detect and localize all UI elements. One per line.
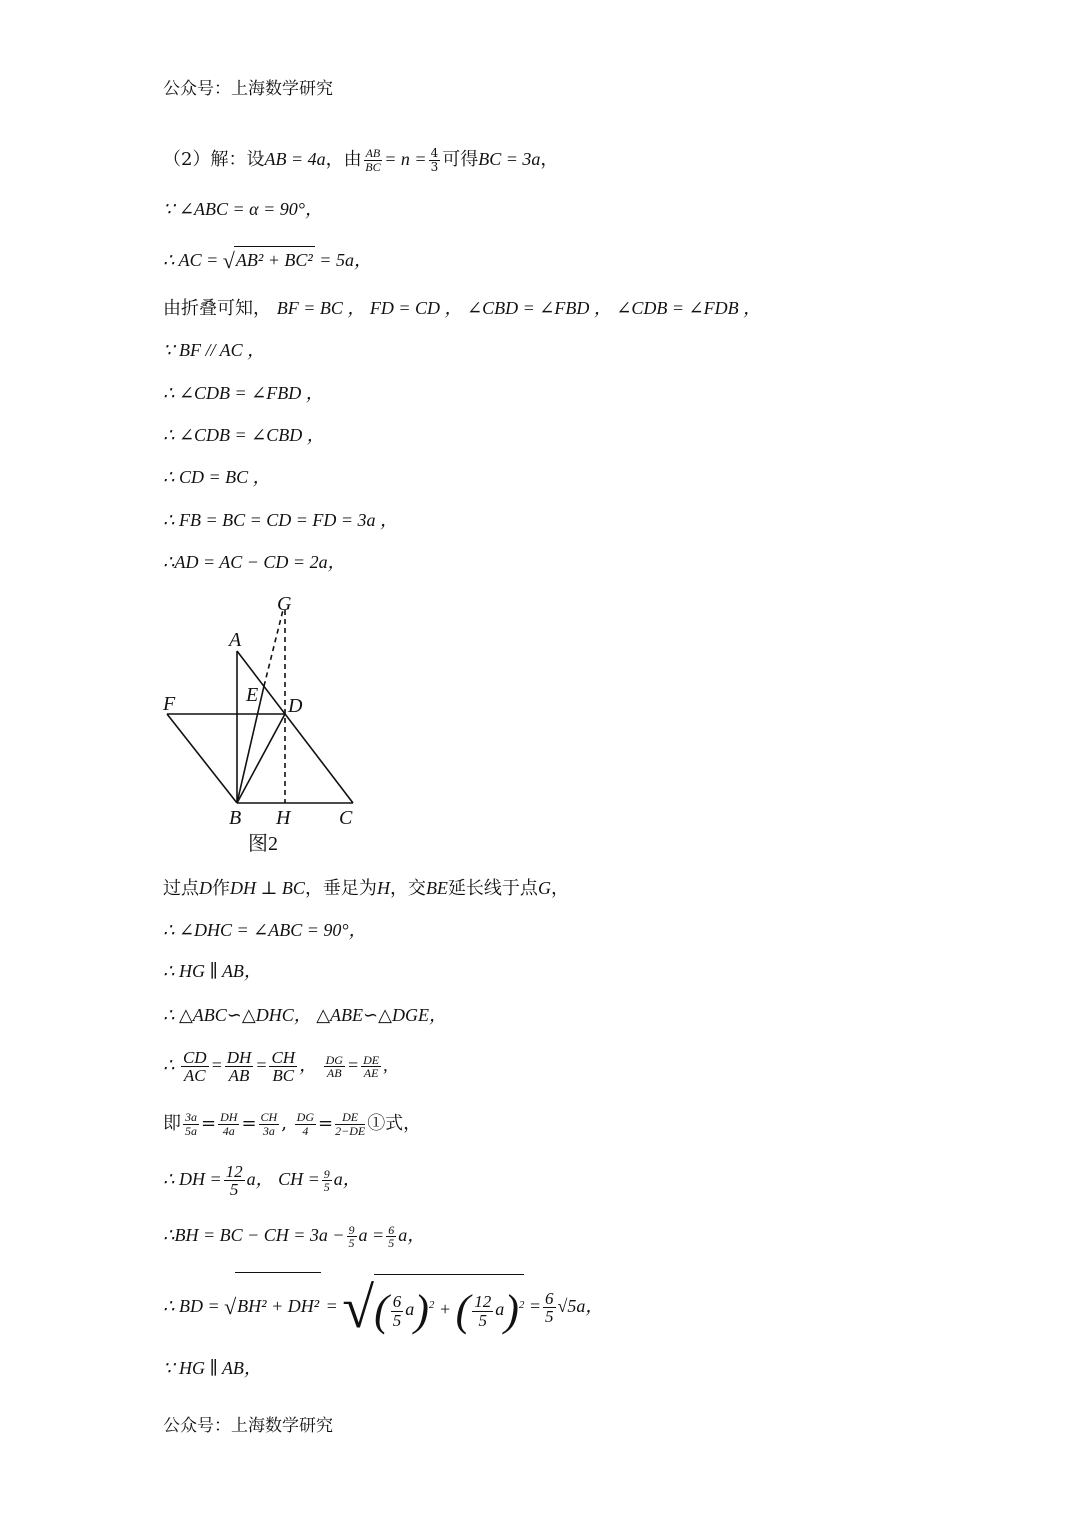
fraction-12-5-paren: $\frac{12}{5}$ <box>474 1291 492 1330</box>
page-footer: 公众号：上海数学研究 <box>163 1416 333 1436</box>
line-18: ∴BH = BC − CH = 3a − $\frac{9}{5}$ a = $\frac{6}{5}$ a， <box>163 1222 426 1251</box>
label-c: C <box>339 807 353 829</box>
fraction-12-5: $\frac{12}{5}$ <box>225 1161 243 1200</box>
line-6: ∴ ∠CDB = ∠FBD ， <box>163 383 324 403</box>
fraction-de-ae: $\frac{DE}{AE}$ <box>363 1052 380 1081</box>
fraction-dh-ab: $\frac{DH}{AB}$ <box>226 1047 252 1086</box>
line-4: 由折叠可知， BF = BC ， FD = CD ， ∠CBD = ∠FBD ， ∠CDB = ∠FDB ， <box>163 298 762 319</box>
fraction-ab-bc: $\frac{AB}{BC}$ <box>365 145 381 174</box>
line-11: 过点D作DH ⊥ BC，垂足为H，交BE延长线于点G， <box>163 878 569 899</box>
line-5: ∵ BF // AC ， <box>163 340 266 360</box>
line-8: ∴ CD = BC ， <box>163 467 271 487</box>
line-3: ∴ AC = √AB² + BC² = 5a， <box>163 248 372 273</box>
line-13: ∴ HG ∥ AB， <box>163 961 262 981</box>
label-g: G <box>277 593 292 615</box>
line-7: ∴ ∠CDB = ∠CBD ， <box>163 425 325 445</box>
fraction-6-5-result: $\frac{6}{5}$ <box>545 1288 554 1327</box>
fraction-6-5-paren: $\frac{6}{5}$ <box>392 1291 402 1330</box>
line-15: ∴ $\frac{CD}{AC}$ = $\frac{DH}{AB}$ = $\frac{CH}{BC}$ ， $\frac{DG}{AB}$ = $\frac{DE}{AE}$ , <box>163 1047 388 1086</box>
fraction-9-5-b: $\frac{9}{5}$ <box>348 1222 355 1251</box>
label-f: F <box>163 693 176 715</box>
line-14: ∴ △ABC∽△DHC， △ABE∽△DGE， <box>163 1005 447 1025</box>
segment-fb <box>167 714 237 803</box>
line-16: 即 $\frac{3a}{5a}$ = $\frac{DH}{4a}$ = $\frac{CH}{3a}$ , $\frac{DG}{4}$ = $\frac{DE}{2-DE}$ ①式， <box>163 1109 422 1138</box>
line-2: ∵ ∠ABC = α = 90°， <box>163 199 323 219</box>
fraction-6-5: $\frac{6}{5}$ <box>388 1222 395 1251</box>
line-20: ∵ HG ∥ AB， <box>163 1358 262 1378</box>
line-17: ∴ DH = $\frac{12}{5}$ a， CH = $\frac{9}{5}$ a， <box>163 1161 361 1200</box>
fraction-dg-4: $\frac{DG}{4}$ <box>296 1109 314 1138</box>
label-b: B <box>229 807 242 829</box>
page-header: 公众号：上海数学研究 <box>163 79 333 99</box>
line-1: （2）解：设AB = 4a，由 $\frac{AB}{BC}$ = n = $\frac{4}{3}$ 可得BC = 3a， <box>163 145 559 174</box>
fraction-dh-4a: $\frac{DH}{4a}$ <box>220 1109 238 1138</box>
line-12: ∴ ∠DHC = ∠ABC = 90°， <box>163 920 367 940</box>
segment-eg-dashed <box>264 610 283 686</box>
label-h: H <box>276 807 291 829</box>
fraction-de-2-de: $\frac{DE}{2-DE}$ <box>335 1109 366 1138</box>
fraction-dg-ab: $\frac{DG}{AB}$ <box>325 1052 343 1081</box>
fraction-9-5: $\frac{9}{5}$ <box>323 1166 330 1195</box>
fraction-cd-ac: $\frac{CD}{AC}$ <box>182 1047 207 1086</box>
fraction-ch-bc: $\frac{CH}{BC}$ <box>271 1047 296 1086</box>
line-10: ∴AD = AC − CD = 2a， <box>163 552 346 572</box>
label-a: A <box>229 629 242 651</box>
figure-caption: 图2 <box>248 833 278 855</box>
geometry-figure <box>160 588 380 858</box>
segment-bd <box>237 714 285 803</box>
label-e: E <box>246 684 259 706</box>
fraction-ch-3a: $\frac{CH}{3a}$ <box>260 1109 278 1138</box>
fraction-3a-5a: $\frac{3a}{5a}$ <box>185 1109 197 1138</box>
fraction-4-3: $\frac{4}{3}$ <box>430 145 439 174</box>
label-d: D <box>288 695 303 717</box>
line-9: ∴ FB = BC = CD = FD = 3a ， <box>163 510 399 530</box>
line-19: ∴ BD = √BH² + DH² = √( $\frac{6}{5}$ a)$^2$ + ( $\frac{12}{5}$ a)$^2$ = $\frac{6}{5}$ √5a， <box>163 1272 603 1341</box>
